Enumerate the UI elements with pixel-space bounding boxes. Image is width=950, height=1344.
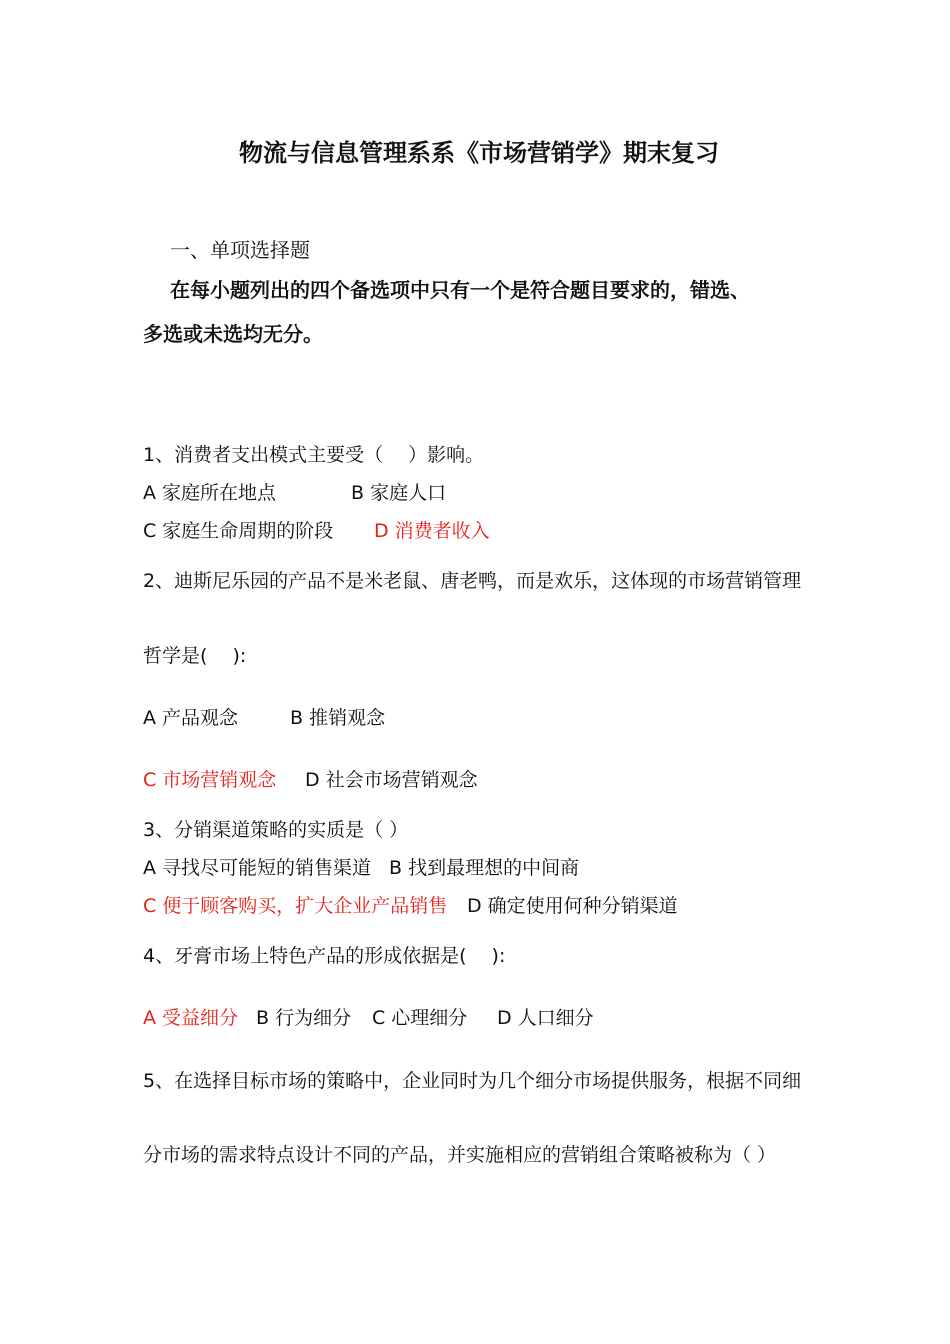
- question-5-stem-line-1: 5、在选择目标市场的策略中，企业同时为几个细分市场提供服务，根据不同细: [143, 1070, 802, 1092]
- question-4-option-d: D 人口细分: [497, 1007, 594, 1029]
- instruction-line-2: 多选或未选均无分。: [143, 322, 323, 346]
- question-2-option-d: D 社会市场营销观念: [305, 769, 478, 791]
- page-title: 物流与信息管理系系《市场营销学》期末复习: [239, 139, 719, 167]
- section-heading: 一、单项选择题: [170, 238, 310, 262]
- question-4-stem: 4、牙膏市场上特色产品的形成依据是( ):: [143, 945, 506, 967]
- instruction-line-1: 在每小题列出的四个备选项中只有一个是符合题目要求的，错选、: [170, 278, 750, 302]
- question-4-option-c: C 心理细分: [372, 1007, 468, 1029]
- question-3-stem: 3、分销渠道策略的实质是（ ）: [143, 819, 409, 841]
- question-2-option-b: B 推销观念: [290, 707, 386, 729]
- question-3-option-a: A 寻找尽可能短的销售渠道: [143, 857, 372, 879]
- question-2-option-a: A 产品观念: [143, 707, 239, 729]
- question-2-stem-line-1: 2、迪斯尼乐园的产品不是米老鼠、唐老鸭，而是欢乐，这体现的市场营销管理: [143, 570, 802, 592]
- question-5-stem-line-2: 分市场的需求特点设计不同的产品，并实施相应的营销组合策略被称为（ ）: [143, 1144, 777, 1166]
- question-3-option-d: D 确定使用何种分销渠道: [467, 895, 678, 917]
- question-2-option-c-answer: C 市场营销观念: [143, 769, 277, 791]
- question-1-option-d-answer: D 消费者收入: [374, 520, 490, 542]
- question-1-stem: 1、消费者支出模式主要受（ ）影响。: [143, 444, 485, 466]
- question-3-option-b: B 找到最理想的中间商: [389, 857, 580, 879]
- question-1-option-a: A 家庭所在地点: [143, 482, 277, 504]
- question-3-option-c-answer: C 便于顾客购买，扩大企业产品销售: [143, 895, 448, 917]
- question-4-option-b: B 行为细分: [256, 1007, 352, 1029]
- question-1-option-b: B 家庭人口: [351, 482, 447, 504]
- question-4-option-a-answer: A 受益细分: [143, 1007, 239, 1029]
- question-1-option-c: C 家庭生命周期的阶段: [143, 520, 334, 542]
- question-2-stem-line-2: 哲学是( ):: [143, 645, 247, 667]
